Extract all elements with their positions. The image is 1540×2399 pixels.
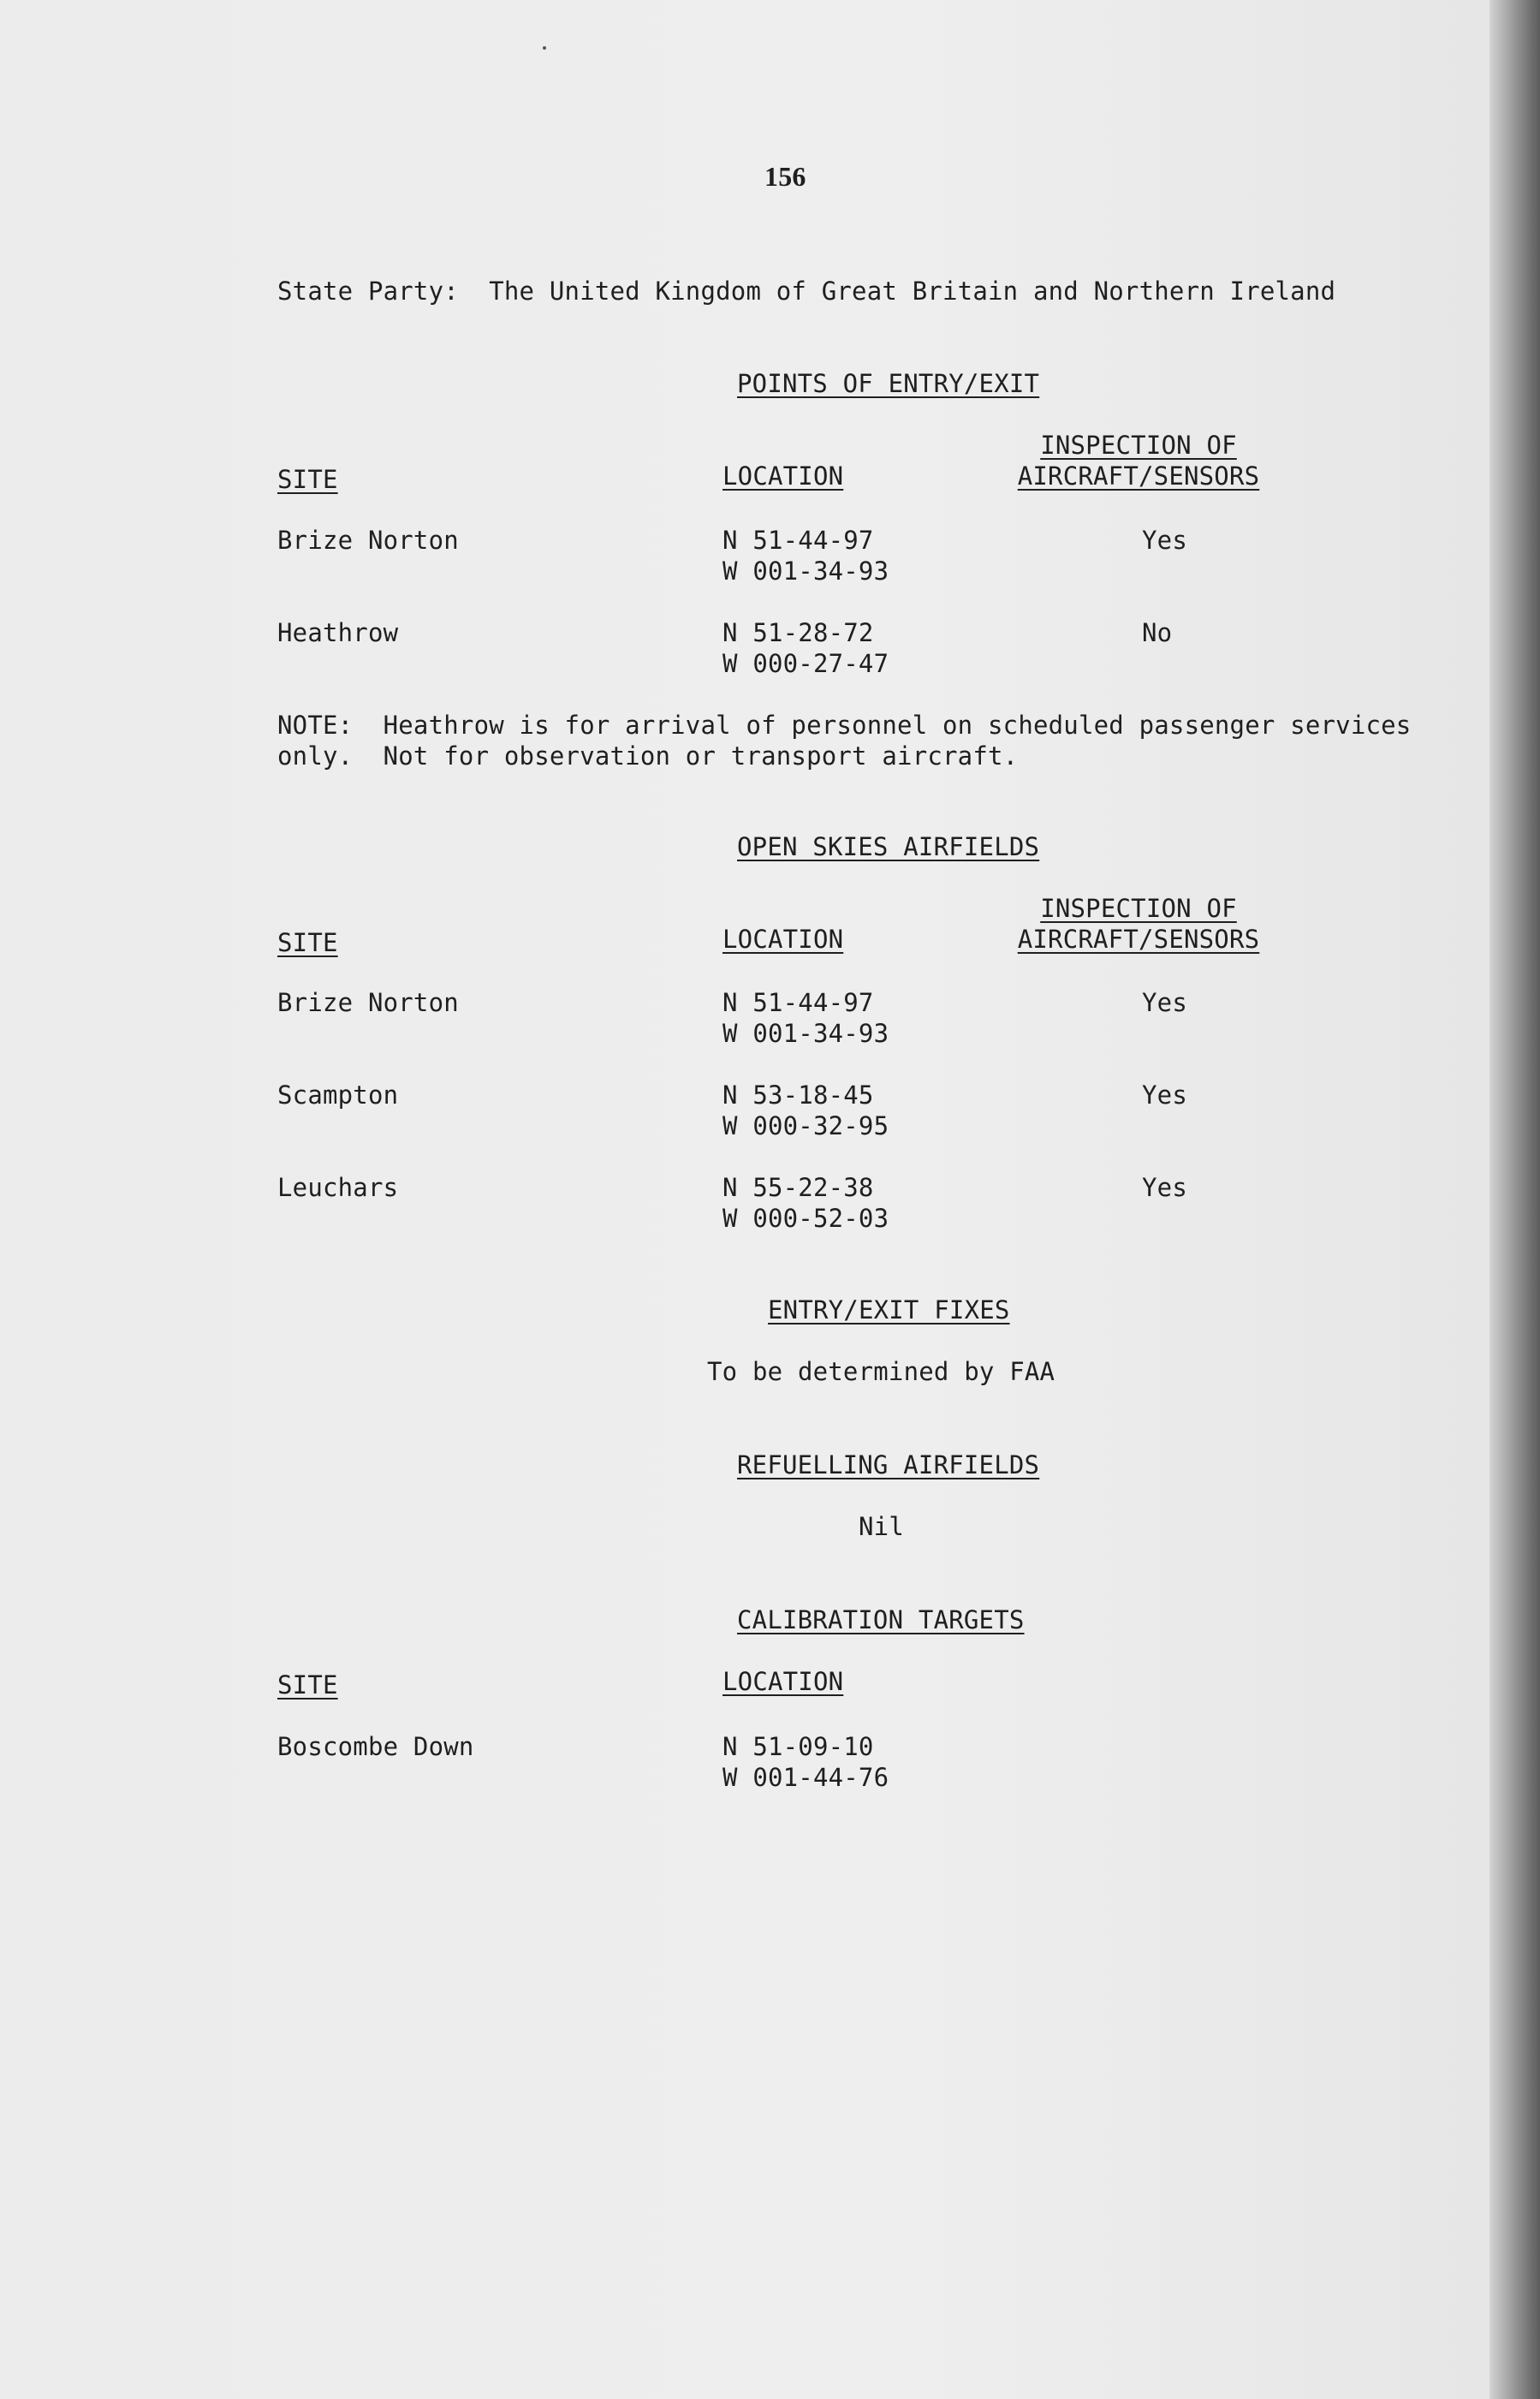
row-latitude: N 55-22-38: [722, 1173, 874, 1202]
row-inspection: No: [1142, 618, 1173, 647]
row-longitude: W 000-52-03: [722, 1204, 889, 1233]
row-inspection: Yes: [1142, 988, 1187, 1017]
row-latitude: N 51-28-72: [722, 618, 874, 647]
section-heading-calibration: CALIBRATION TARGETS: [737, 1605, 1025, 1634]
col-header-inspection-2: AIRCRAFT/SENSORS: [1017, 925, 1260, 954]
row-site: Boscombe Down: [277, 1732, 474, 1761]
row-site: Brize Norton: [277, 526, 459, 555]
row-site: Heathrow: [277, 618, 399, 647]
row-inspection: Yes: [1142, 1173, 1187, 1202]
row-latitude: N 51-44-97: [722, 988, 874, 1017]
row-longitude: W 001-34-93: [722, 1019, 889, 1048]
note-line-2: only. Not for observation or transport aircraft.: [277, 741, 1019, 771]
section-heading-open-skies: OPEN SKIES AIRFIELDS: [737, 832, 1040, 861]
row-latitude: N 53-18-45: [722, 1080, 874, 1110]
col-header-location: LOCATION: [722, 461, 844, 491]
row-inspection: Yes: [1142, 1080, 1187, 1110]
col-header-location: LOCATION: [722, 925, 844, 954]
section-heading-points-of-entry: POINTS OF ENTRY/EXIT: [737, 369, 1040, 398]
row-site: Scampton: [277, 1080, 399, 1110]
row-longitude: W 000-32-95: [722, 1111, 889, 1140]
section-heading-entry-exit-fixes: ENTRY/EXIT FIXES: [768, 1295, 1010, 1325]
row-longitude: W 001-34-93: [722, 557, 889, 586]
row-site: Brize Norton: [277, 988, 459, 1017]
col-header-site: SITE: [277, 1670, 338, 1700]
col-header-site: SITE: [277, 465, 338, 494]
state-party-line: State Party: The United Kingdom of Great Britain and Northern Ireland: [277, 277, 1336, 306]
row-longitude: W 000-27-47: [722, 649, 889, 678]
row-longitude: W 001-44-76: [722, 1763, 889, 1792]
row-inspection: Yes: [1142, 526, 1187, 555]
col-header-inspection-1: INSPECTION OF: [1040, 431, 1237, 460]
scan-speck: [543, 46, 546, 50]
page-edge-shadow: [1489, 0, 1540, 2399]
col-header-inspection-2: AIRCRAFT/SENSORS: [1017, 461, 1260, 491]
col-header-inspection-1: INSPECTION OF: [1040, 894, 1237, 923]
col-header-site: SITE: [277, 928, 338, 957]
section-heading-refuelling: REFUELLING AIRFIELDS: [737, 1450, 1040, 1479]
row-latitude: N 51-09-10: [722, 1732, 874, 1761]
refuelling-text: Nil: [859, 1512, 904, 1541]
col-header-location: LOCATION: [722, 1667, 844, 1696]
row-site: Leuchars: [277, 1173, 399, 1202]
note-line-1: NOTE: Heathrow is for arrival of personnel on scheduled passenger services: [277, 711, 1412, 740]
page-number: 156: [764, 161, 806, 192]
row-latitude: N 51-44-97: [722, 526, 874, 555]
entry-exit-fixes-text: To be determined by FAA: [707, 1357, 1055, 1386]
